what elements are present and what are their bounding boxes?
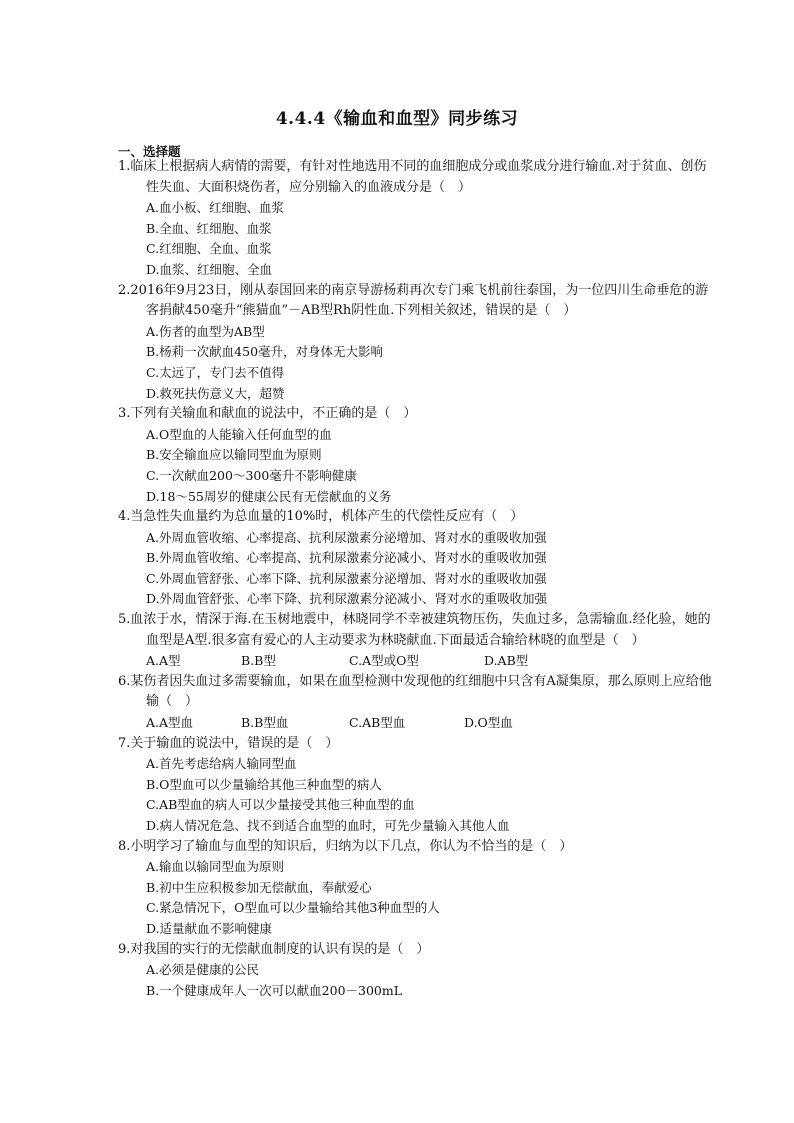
option-d: D.18～55周岁的健康公民有无偿献血的义务 xyxy=(146,488,392,504)
option-d: D.O型血 xyxy=(464,715,513,731)
option-a: A.外周血管收缩、心率提高、抗利尿激素分泌增加、肾对水的重吸收加强 xyxy=(146,529,547,545)
option-c: C.太远了，专门去不值得 xyxy=(146,364,285,380)
option-a: A.O型血的人能输入任何血型的血 xyxy=(146,426,332,442)
option-b: B.B型血 xyxy=(241,715,289,731)
option-c: C.紧急情况下，O型血可以少量输给其他3种血型的人 xyxy=(146,900,440,916)
option-b: B.安全输血应以输同型血为原则 xyxy=(146,447,322,463)
option-b: B.一个健康成年人一次可以献血200－300mL xyxy=(146,982,403,998)
question-stem: 5.血浓于水，情深于海.在玉树地震中，林晓同学不幸被建筑物压伤，失血过多，急需输血.经化验，她的血型是A型.很多富有爱心的人主动要求为林晓献血.下面最适合输给林晓的血型是（ ） xyxy=(118,612,711,648)
option-a: A.A型 xyxy=(146,653,181,669)
option-a: A.血小板、红细胞、血浆 xyxy=(146,200,285,216)
option-c: C.红细胞、全血、血浆 xyxy=(146,241,272,257)
option-a: A.A型血 xyxy=(146,715,194,731)
question-stem: 1.临床上根据病人病情的需要，有针对性地选用不同的血细胞成分或血浆成分进行输血.对于贫血、创伤性失血、大面积烧伤者，应分别输入的血液成分是（ ） xyxy=(118,159,707,195)
option-c: C.AB型血的病人可以少量接受其他三种血型的血 xyxy=(146,797,415,813)
question-stem: 7.关于输血的说法中，错误的是（ ） xyxy=(118,735,339,751)
option-a: A.必须是健康的公民 xyxy=(146,962,260,978)
question-2 xyxy=(118,281,718,405)
question-stem: 6.某伤者因失血过多需要输血，如果在血型检测中发现他的红细胞中只含有A凝集原，那么原则上应给他输（ ） xyxy=(118,673,712,710)
question-7 xyxy=(118,734,718,837)
option-c: C.一次献血200～300毫升不影响健康 xyxy=(146,467,357,483)
question-stem: 4.当急性失血量约为总血量的10%时，机体产生的代偿性反应有（ ） xyxy=(118,509,524,525)
question-1 xyxy=(118,157,718,281)
option-row xyxy=(118,713,718,734)
option-c: C.A型或O型 xyxy=(349,653,419,669)
option-b: B.杨莉一次献血450毫升，对身体无大影响 xyxy=(146,344,384,360)
option-b: B.全血、红细胞、血浆 xyxy=(146,220,272,236)
question-9 xyxy=(118,940,718,1002)
option-b: B.初中生应积极参加无偿献血，奉献爱心 xyxy=(146,879,372,895)
question-stem: 8.小明学习了输血与血型的知识后，归纳为以下几点，你认为不恰当的是（ ） xyxy=(118,838,573,854)
question-3 xyxy=(118,404,718,507)
question-stem: 2.2016年9月23日，刚从泰国回来的南京导游杨莉再次专门乘飞机前往泰国，为一位四川生命垂危的游客捐献450毫升“熊猫血”－AB型Rh阴性血.下列相关叙述，错误的是（ ） xyxy=(118,282,709,319)
option-d: D.救死扶伤意义大，超赞 xyxy=(146,385,285,401)
question-6 xyxy=(118,672,718,734)
option-c: C.AB型血 xyxy=(349,715,406,731)
option-b: B.O型血可以少量输给其他三种血型的病人 xyxy=(146,776,382,792)
option-b: B.外周血管收缩、心率提高、抗利尿激素分泌减小、肾对水的重吸收加强 xyxy=(146,550,547,566)
option-d: D.AB型 xyxy=(484,653,529,669)
question-5 xyxy=(118,610,718,672)
question-list xyxy=(118,157,718,1001)
option-a: A.首先考虑给病人输同型血 xyxy=(146,756,297,772)
document-title: 4.4.4《输血和血型》同步练习 xyxy=(275,109,519,129)
option-b: B.B型 xyxy=(241,653,276,669)
question-4 xyxy=(118,507,718,610)
option-d: D.外周血管舒张、心率下降、抗利尿激素分泌减小、肾对水的重吸收加强 xyxy=(146,591,548,607)
question-8 xyxy=(118,837,718,940)
option-row xyxy=(118,651,718,672)
option-a: A.伤者的血型为AB型 xyxy=(146,323,265,339)
option-a: A.输血以输同型血为原则 xyxy=(146,859,285,875)
section-heading: 一、选择题 xyxy=(118,144,181,159)
question-stem: 9.对我国的实行的无偿献血制度的认识有误的是（ ） xyxy=(118,941,430,957)
question-stem: 3.下列有关输血和献血的说法中，不正确的是（ ） xyxy=(118,406,417,422)
option-d: D.病人情况危急、找不到适合血型的血时，可先少量输入其他人血 xyxy=(146,818,510,833)
option-c: C.外周血管舒张、心率下降、抗利尿激素分泌增加、肾对水的重吸收加强 xyxy=(146,570,547,586)
option-d: D.适量献血不影响健康 xyxy=(146,920,273,936)
option-d: D.血浆、红细胞、全血 xyxy=(146,261,273,277)
